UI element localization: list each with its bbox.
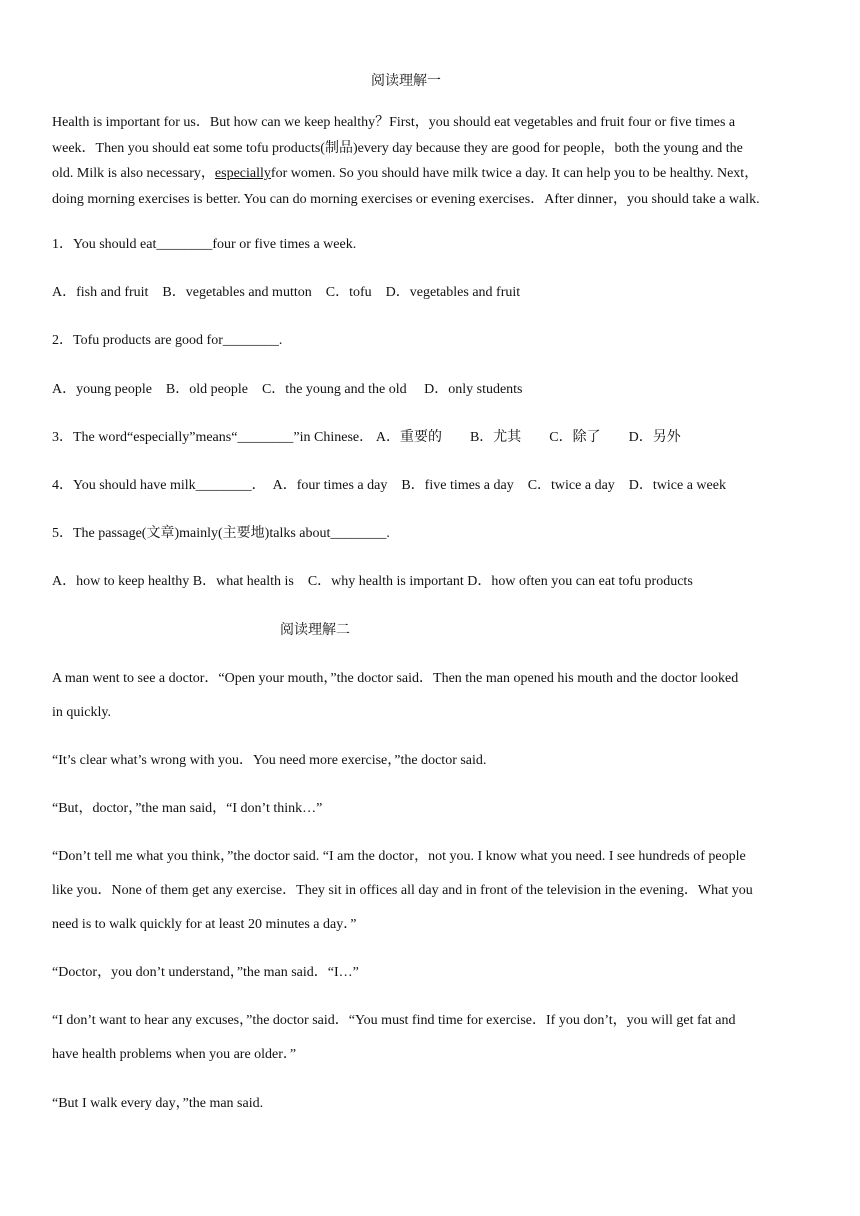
passage1-line-1: Health is important for us．But how can we keep healthy？First，you should eat vegetables and fruit four or five times a [52,115,736,130]
story-para-2: “It’s clear what’s wrong with you．You need more exercise，”the doctor said. [52,753,487,768]
passage1-line-3-start: old. Milk is also necessary， [52,166,215,181]
question-2-options: A．young people B．old people C．the young and the old D．only students [52,382,523,397]
story-para-1-line-2: in quickly. [52,705,111,720]
story-para-7: “But I walk every day，”the man said. [52,1096,264,1111]
passage1-line-2: week．Then you should eat some tofu products(制品)every day because they are good for people，both the young and the [52,141,743,156]
story-para-4-line-1: “Don’t tell me what you think，”the doctor said. “I am the doctor，not you. I know what you need. I see hundreds of people [52,849,746,864]
question-1: 1．You should eat________four or five times a week. [52,237,357,252]
story-para-4-line-2: like you．None of them get any exercise．They sit in offices all day and in front of the television in the evening．What you [52,883,753,898]
story-para-1-line-1: A man went to see a doctor．“Open your mouth，”the doctor said．Then the man opened his mouth and the doctor looked [52,671,739,686]
underlined-word-especially: especially [214,166,271,181]
section2-title: 阅读理解二 [280,623,350,638]
story-para-3: “But，doctor，”the man said，“I don’t think…” [52,801,323,816]
passage1-line-3-end: for women. So you should have milk twice a day. It can help you to be healthy. Next， [270,166,759,181]
question-2: 2．Tofu products are good for________. [52,333,283,348]
story-para-5: “Doctor，you don’t understand，”the man said．“I…” [52,965,359,980]
section1-title: 阅读理解一 [371,74,441,89]
question-1-options: A．fish and fruit B．vegetables and mutton C．tofu D．vegetables and fruit [52,285,521,300]
question-5-options: A．how to keep healthy B．what health is C．why health is important D．how often you can eat tofu products [52,574,693,589]
question-4: 4．You should have milk________． A．four times a day B．five times a day C．twice a day D．twice a week [52,478,726,493]
passage1-line-3 [52,165,758,183]
story-para-6-line-2: have health problems when you are older．” [52,1047,297,1062]
story-para-6-line-1: “I don’t want to hear any excuses，”the doctor said．“You must find time for exercise．If you don’t，you will get fat and [52,1013,736,1028]
story-para-4-line-3: need is to walk quickly for at least 20 minutes a day．” [52,917,357,932]
passage1-line-4: doing morning exercises is better. You can do morning exercises or evening exercises．After dinner，you should take a walk. [52,192,760,207]
question-3: 3．The word“especially”means“________”in Chinese． A．重要的 B．尤其 C．除了 D．另外 [52,430,681,445]
question-5: 5．The passage(文章)mainly(主要地)talks about________. [52,526,390,541]
